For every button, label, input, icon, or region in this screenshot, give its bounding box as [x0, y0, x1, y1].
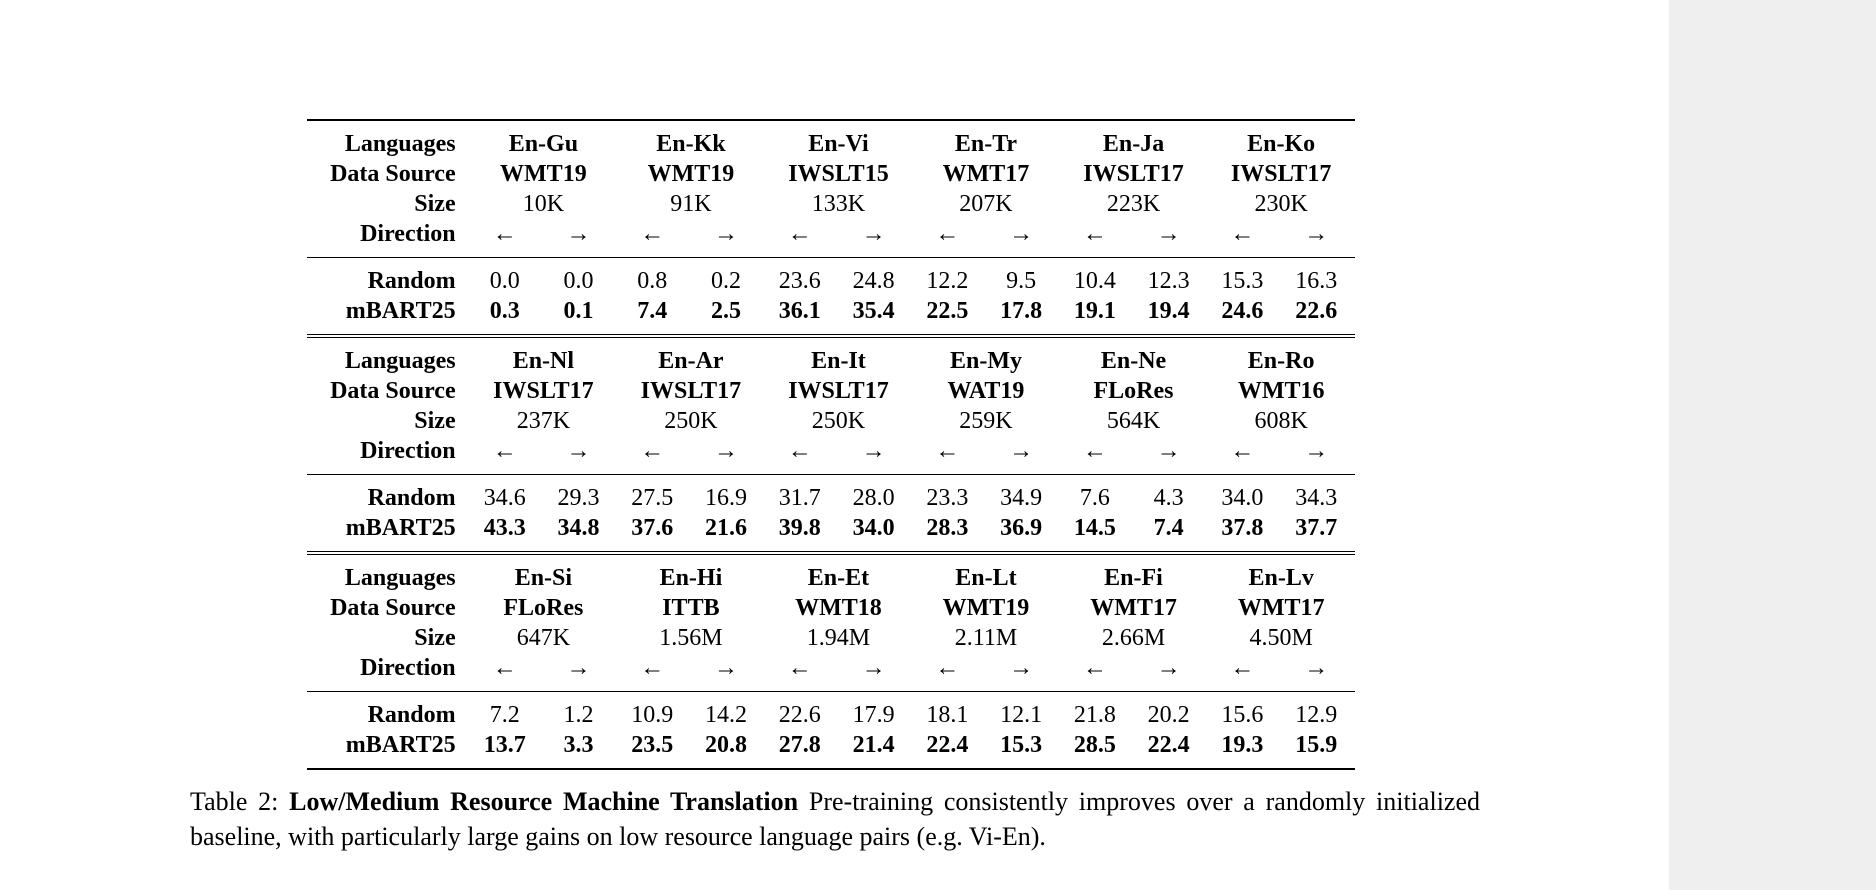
- random-score-cell: 12.9: [1278, 692, 1355, 731]
- direction-right-arrow-icon: →: [1009, 221, 1034, 247]
- size-cell: 608K: [1254, 408, 1308, 434]
- language-pair-header: En-Gu: [470, 120, 618, 159]
- direction-left-arrow-icon: ←: [1082, 221, 1107, 247]
- size-cell: 647K: [516, 625, 571, 651]
- direction-right-arrow-icon: →: [566, 438, 591, 464]
- size-cell: 2.11M: [954, 625, 1018, 651]
- direction-right-arrow-icon: →: [1156, 438, 1181, 464]
- mbart-score-cell: 28.3: [926, 515, 969, 541]
- row-label-random: Random: [307, 475, 470, 514]
- direction-left-arrow-icon: ←: [787, 221, 812, 247]
- data-source-row: [307, 593, 1355, 623]
- direction-left-arrow-icon: ←: [1082, 438, 1107, 464]
- random-score-cell: 12.1: [982, 692, 1059, 731]
- mbart-score-cell: 27.8: [765, 730, 835, 769]
- data-source-cell: IWSLT17: [493, 378, 594, 404]
- direction-left-arrow-icon: ←: [640, 655, 665, 681]
- random-score-cell: 12.3: [1130, 258, 1207, 297]
- data-source-cell: WAT19: [947, 378, 1025, 404]
- random-score-cell: 0.0: [470, 258, 540, 297]
- language-pair-header: En-Hi: [617, 553, 765, 593]
- language-pair-header: En-Et: [765, 553, 913, 593]
- random-score-cell: 20.2: [1130, 692, 1207, 731]
- mbart-score-cell: 37.8: [1221, 515, 1264, 541]
- direction-left-arrow-icon: ←: [935, 438, 960, 464]
- mbart-score-cell: 23.5: [617, 730, 687, 769]
- random-score-cell: 34.3: [1278, 475, 1355, 514]
- language-pair-header: En-Lv: [1207, 553, 1355, 593]
- mbart-score-cell: 34.8: [557, 515, 600, 541]
- direction-right-arrow-icon: →: [1304, 655, 1329, 681]
- language-pair-header: En-Nl: [470, 336, 618, 376]
- mbart-score-cell: 15.3: [982, 730, 1059, 769]
- mbart-score-cell: 34.0: [852, 515, 895, 541]
- direction-left-arrow-icon: ←: [1230, 221, 1255, 247]
- mbart-score-cell: 39.8: [778, 515, 821, 541]
- mbart-score-cell: 17.8: [1000, 298, 1043, 324]
- size-cell: 2.66M: [1101, 625, 1166, 651]
- random-score-cell: 28.0: [835, 475, 912, 514]
- language-pair-header: En-Ko: [1207, 120, 1355, 159]
- mbart-score-cell: 21.6: [705, 515, 748, 541]
- size-cell: 4.50M: [1249, 625, 1313, 651]
- direction-right-arrow-icon: →: [861, 221, 886, 247]
- random-score-cell: 9.5: [982, 258, 1059, 297]
- random-score-cell: 0.0: [540, 258, 617, 297]
- data-source-cell: IWSLT17: [640, 378, 742, 404]
- size-cell: 259K: [959, 408, 1013, 434]
- language-pair-header: En-It: [765, 336, 913, 376]
- mbart-score-cell: 24.6: [1221, 298, 1264, 324]
- random-score-cell: 15.6: [1207, 692, 1277, 731]
- mbart-score-cell: 37.7: [1295, 515, 1338, 541]
- random-score-cell: 31.7: [765, 475, 835, 514]
- mbart-score-cell: 3.3: [540, 730, 617, 769]
- direction-left-arrow-icon: ←: [1082, 655, 1107, 681]
- direction-left-arrow-icon: ←: [787, 655, 812, 681]
- language-pair-header: En-Si: [470, 553, 618, 593]
- random-score-cell: 18.1: [912, 692, 982, 731]
- mbart-score-cell: 43.3: [483, 515, 526, 541]
- size-cell: 250K: [664, 408, 718, 434]
- table-caption: [190, 784, 1480, 854]
- direction-left-arrow-icon: ←: [640, 438, 665, 464]
- data-source-cell: WMT17: [1237, 595, 1325, 621]
- random-score-cell: 10.9: [617, 692, 687, 731]
- row-label-mbart: mBART25: [345, 298, 456, 324]
- row-label-data-source: Data Source: [330, 161, 456, 187]
- random-score-cell: 27.5: [617, 475, 687, 514]
- random-score-cell: 21.8: [1060, 692, 1130, 731]
- data-source-cell: WMT19: [942, 595, 1030, 621]
- size-cell: 10K: [522, 191, 565, 217]
- row-label-languages: Languages: [307, 553, 470, 593]
- size-cell: 250K: [811, 408, 866, 434]
- language-pair-header: En-Vi: [765, 120, 913, 159]
- caption-bold-title: Low/Medium Resource Machine Translation: [289, 787, 799, 816]
- data-source-cell: WMT18: [795, 595, 882, 621]
- size-cell: 230K: [1254, 191, 1308, 217]
- random-score-cell: 34.0: [1207, 475, 1277, 514]
- random-score-cell: 7.6: [1060, 475, 1130, 514]
- languages-row: [307, 120, 1355, 159]
- data-source-cell: IWSLT15: [788, 161, 889, 187]
- random-score-cell: 16.3: [1278, 258, 1355, 297]
- mbart-score-cell: 22.4: [1130, 730, 1207, 769]
- direction-left-arrow-icon: ←: [1230, 438, 1255, 464]
- direction-right-arrow-icon: →: [1009, 655, 1034, 681]
- random-score-cell: 0.2: [687, 258, 764, 297]
- direction-right-arrow-icon: →: [714, 655, 739, 681]
- page-margin-strip: [1669, 0, 1876, 890]
- mbart-score-cell: 36.9: [1000, 515, 1043, 541]
- direction-right-arrow-icon: →: [1304, 438, 1329, 464]
- mbart-score-cell: 22.5: [926, 298, 969, 324]
- row-label-data-source: Data Source: [330, 595, 456, 621]
- direction-left-arrow-icon: ←: [935, 655, 960, 681]
- direction-left-arrow-icon: ←: [492, 221, 517, 247]
- mbart-score-cell: 22.4: [912, 730, 982, 769]
- random-score-cell: 14.2: [687, 692, 764, 731]
- size-row: [307, 406, 1355, 436]
- row-label-random: Random: [307, 692, 470, 731]
- row-label-languages: Languages: [307, 336, 470, 376]
- random-score-cell: 34.9: [982, 475, 1059, 514]
- random-score-cell: 22.6: [765, 692, 835, 731]
- direction-right-arrow-icon: →: [566, 655, 591, 681]
- random-score-cell: 16.9: [687, 475, 764, 514]
- data-source-cell: FLoRes: [503, 595, 584, 621]
- random-score-cell: 24.8: [835, 258, 912, 297]
- direction-left-arrow-icon: ←: [640, 221, 665, 247]
- language-pair-header: En-Ja: [1060, 120, 1208, 159]
- random-score-cell: 4.3: [1130, 475, 1207, 514]
- random-score-cell: 0.8: [617, 258, 687, 297]
- mbart-score-cell: 21.4: [835, 730, 912, 769]
- caption-text: Pre-training consistently improves over a randomly initialized baseline, with particularly large gains on low resource language pairs (e.g. Vi-En).: [190, 787, 1480, 851]
- row-label-data-source: Data Source: [330, 378, 456, 404]
- direction-right-arrow-icon: →: [861, 655, 886, 681]
- size-row: [307, 189, 1355, 219]
- mbart-score-cell: 15.9: [1278, 730, 1355, 769]
- mbart-score-cell: 36.1: [778, 298, 821, 324]
- mbart-score-cell: 37.6: [631, 515, 674, 541]
- data-source-cell: WMT19: [647, 161, 735, 187]
- direction-left-arrow-icon: ←: [1230, 655, 1255, 681]
- languages-row: [307, 336, 1355, 376]
- language-pair-header: En-Tr: [912, 120, 1060, 159]
- data-source-cell: IWSLT17: [788, 378, 889, 404]
- languages-row: [307, 553, 1355, 593]
- mbart-score-cell: 0.1: [563, 298, 594, 324]
- mbart-score-cell: 2.5: [711, 298, 742, 324]
- direction-left-arrow-icon: ←: [935, 221, 960, 247]
- direction-right-arrow-icon: →: [714, 221, 739, 247]
- mbart-score-cell: 20.8: [687, 730, 764, 769]
- random-score-cell: 10.4: [1060, 258, 1130, 297]
- mbart-score-cell: 28.5: [1060, 730, 1130, 769]
- data-source-cell: ITTB: [662, 595, 720, 621]
- random-row: [307, 692, 1355, 731]
- language-pair-header: En-Lt: [912, 553, 1060, 593]
- direction-left-arrow-icon: ←: [787, 438, 812, 464]
- language-pair-header: En-Fi: [1060, 553, 1208, 593]
- size-cell: 237K: [516, 408, 571, 434]
- direction-right-arrow-icon: →: [1156, 221, 1181, 247]
- mbart-score-cell: 7.4: [1153, 515, 1184, 541]
- mbart-score-cell: 19.3: [1207, 730, 1277, 769]
- results-table: [307, 119, 1355, 770]
- size-cell: 133K: [811, 191, 866, 217]
- mbart-row: [307, 296, 1355, 336]
- row-label-size: Size: [414, 191, 456, 217]
- random-score-cell: 15.3: [1207, 258, 1277, 297]
- data-source-cell: WMT19: [500, 161, 587, 187]
- direction-right-arrow-icon: →: [566, 221, 591, 247]
- random-row: [307, 475, 1355, 514]
- data-source-cell: WMT17: [1090, 595, 1177, 621]
- random-score-cell: 12.2: [912, 258, 982, 297]
- mbart-score-cell: 19.4: [1147, 298, 1190, 324]
- direction-left-arrow-icon: ←: [492, 438, 517, 464]
- row-label-mbart: mBART25: [345, 515, 456, 541]
- row-label-mbart: mBART25: [307, 730, 470, 769]
- random-score-cell: 1.2: [540, 692, 617, 731]
- direction-left-arrow-icon: ←: [492, 655, 517, 681]
- language-pair-header: En-Ro: [1207, 336, 1355, 376]
- size-cell: 1.94M: [806, 625, 871, 651]
- data-source-cell: FLoRes: [1093, 378, 1174, 404]
- random-score-cell: 7.2: [470, 692, 540, 731]
- direction-row: [307, 436, 1355, 475]
- random-score-cell: 29.3: [540, 475, 617, 514]
- direction-row: [307, 219, 1355, 258]
- mbart-row: [307, 730, 1355, 769]
- mbart-score-cell: 35.4: [852, 298, 895, 324]
- size-cell: 223K: [1106, 191, 1161, 217]
- mbart-score-cell: 19.1: [1073, 298, 1116, 324]
- direction-right-arrow-icon: →: [1009, 438, 1034, 464]
- direction-right-arrow-icon: →: [1304, 221, 1329, 247]
- caption-prefix: Table 2:: [190, 787, 290, 816]
- row-label-size: Size: [414, 625, 456, 651]
- size-cell: 1.56M: [659, 625, 723, 651]
- random-score-cell: 17.9: [835, 692, 912, 731]
- language-pair-header: En-My: [912, 336, 1060, 376]
- data-source-cell: WMT16: [1237, 378, 1325, 404]
- mbart-score-cell: 22.6: [1295, 298, 1338, 324]
- row-label-direction: Direction: [360, 655, 456, 681]
- direction-row: [307, 653, 1355, 692]
- results-table-container: [307, 119, 1355, 770]
- random-row: [307, 258, 1355, 297]
- data-source-cell: IWSLT17: [1230, 161, 1332, 187]
- mbart-score-cell: 0.3: [489, 298, 520, 324]
- language-pair-header: En-Kk: [617, 120, 765, 159]
- row-label-direction: Direction: [360, 438, 456, 464]
- language-pair-header: En-Ar: [617, 336, 765, 376]
- direction-right-arrow-icon: →: [861, 438, 886, 464]
- random-score-cell: 34.6: [470, 475, 540, 514]
- row-label-random: Random: [307, 258, 470, 297]
- direction-right-arrow-icon: →: [1156, 655, 1181, 681]
- row-label-languages: Languages: [307, 120, 470, 159]
- direction-right-arrow-icon: →: [714, 438, 739, 464]
- size-cell: 207K: [959, 191, 1013, 217]
- random-score-cell: 23.6: [765, 258, 835, 297]
- random-score-cell: 23.3: [912, 475, 982, 514]
- mbart-score-cell: 7.4: [637, 298, 668, 324]
- mbart-score-cell: 13.7: [470, 730, 540, 769]
- data-source-row: [307, 159, 1355, 189]
- data-source-cell: WMT17: [942, 161, 1030, 187]
- mbart-score-cell: 14.5: [1073, 515, 1116, 541]
- row-label-direction: Direction: [360, 221, 456, 247]
- size-cell: 91K: [670, 191, 712, 217]
- size-row: [307, 623, 1355, 653]
- language-pair-header: En-Ne: [1060, 336, 1208, 376]
- data-source-row: [307, 376, 1355, 406]
- row-label-size: Size: [414, 408, 456, 434]
- data-source-cell: IWSLT17: [1083, 161, 1184, 187]
- size-cell: 564K: [1106, 408, 1161, 434]
- mbart-row: [307, 513, 1355, 553]
